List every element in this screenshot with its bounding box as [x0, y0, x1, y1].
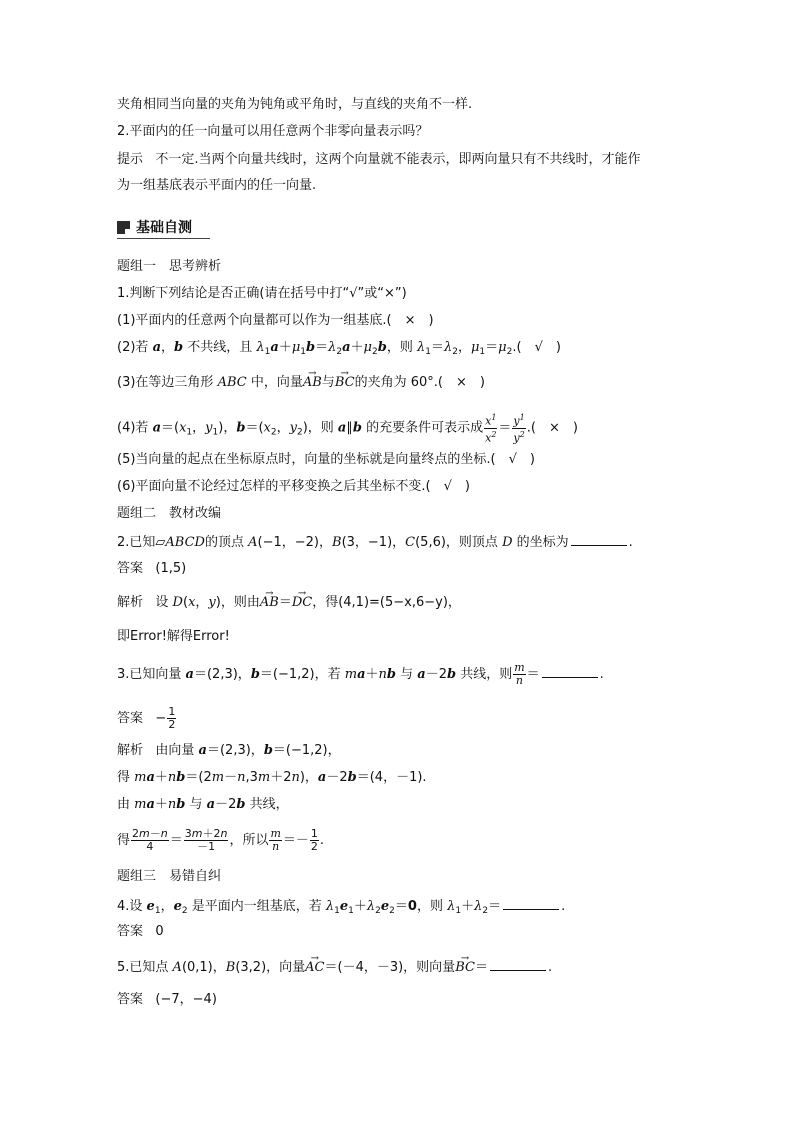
answer-blank — [542, 665, 598, 678]
q3-answer: 答案 − $\frac{1}{2}$ — [117, 705, 176, 731]
answer-value: (1,5) — [155, 561, 187, 576]
question-2-heading: 2.平面内的任一向量可以用任意两个非零向量表示吗？ — [117, 124, 429, 139]
answer-blank — [571, 533, 627, 546]
q1-item-2-mark: ( √ ) — [516, 340, 561, 355]
section-header — [117, 216, 192, 238]
answer-label: 答案 — [117, 924, 144, 939]
q3-stem: 3.已知向量 a＝(2,3)，b＝(−1,2)，若 ma＋nb 与 a－2b 共线，则 $\frac{m}{n}$ ＝ . — [117, 661, 604, 687]
q5-stem: 5.已知点 A(0,1)，B(3,2)，向量→ AC＝(－4，－3)，则向量→ BC＝ . — [117, 958, 552, 977]
q2-stem: 2.已知▱ABCD的顶点 A(−1，−2)，B(3，−1)，C(5,6)，则顶点 D 的坐标为 . — [117, 535, 633, 550]
hint-line-1 — [117, 151, 641, 169]
q1-item-4-mark: ( × ) — [530, 420, 578, 436]
section-title: 基础自测 — [136, 220, 192, 236]
analysis-label: 解析 — [117, 743, 144, 758]
q2-analysis: 解析 设 D(x，y)，则由→ AB＝→ DC，得(4,1)=(5−x,6−y)， — [117, 594, 461, 612]
answer-label: 答案 — [117, 561, 144, 576]
answer-label: 答案 — [117, 992, 144, 1007]
q2-error-line: 即Error!解得Error! — [117, 629, 230, 644]
q1-item-3-mark: ( × ) — [437, 375, 485, 390]
group-3-title: 题组三 易错自纠 — [117, 869, 222, 884]
answer-blank — [503, 897, 559, 910]
q1-stem: 1.判断下列结论是否正确(请在括号中打“√”或“×”) — [117, 286, 407, 301]
q1-item-5: (5)当向量的起点在坐标原点时，向量的坐标就是向量终点的坐标.( √ ) — [117, 452, 535, 467]
q4-stem: 4.设 $e_1$，$e_2$ 是平面内一组基底，若 $\lambda_1e_1+\lambda_2e_2=0$，则 $\lambda_1+\lambda_2=$ . — [117, 899, 566, 916]
q3-analysis-4: 得 $\frac{2m-n}{4}$ ＝ $\frac{3m+2n}{-1}$ ，所以 $\frac{m}{n}$ ＝－ $\frac{1}{2}$ . — [117, 827, 325, 853]
answer-label: 答案 — [117, 711, 144, 726]
group-1-title: 题组一 思考辨析 — [117, 259, 222, 274]
q1-item-6: (6)平面向量不论经过怎样的平移变换之后其坐标不变.( √ ) — [117, 479, 470, 494]
q1-item-2: (2)若 a，b 不共线，且 $\lambda_1a+\mu_1b=\lambda_2a+\mu_2b$，则 $\lambda_1=\lambda_2$，$\mu_1=\mu_2$.( √ ) — [117, 340, 561, 357]
q2-answer — [117, 560, 186, 578]
q1-item-4: (4)若 $a=(x_1$，$y_1$)，$b=(x_2$，$y_2$)，则 a∥b 的充要条件可表示成 $\frac{x^1}{x^2}$ ＝ $\frac{y^1}{y^2}$ .( × ) — [117, 413, 578, 445]
group-2-title: 题组二 教材改编 — [117, 506, 222, 521]
answer-blank — [490, 958, 546, 971]
hint-text: 不一定.当两个向量共线时，这两个向量就不能表示，即两向量只有不共线时，才能作 — [155, 152, 641, 167]
answer-value: 0 — [155, 924, 164, 939]
square-icon — [117, 221, 130, 234]
q1-item-3: (3)在等边三角形 ABC 中，向量→ AB与→ BC的夹角为 60°.( × ) — [117, 374, 485, 392]
q1-item-1: (1)平面内的任意两个向量都可以作为一组基底.( × ) — [117, 313, 434, 328]
q5-answer — [117, 991, 217, 1009]
hint-line-2: 为一组基底表示平面内的任一向量. — [117, 178, 317, 193]
intro-line: 夹角相同当向量的夹角为钝角或平角时，与直线的夹角不一样. — [117, 97, 473, 112]
q4-answer — [117, 923, 164, 941]
q3-analysis-2: 得 ma＋nb＝(2m－n,3m＋2n)，a－2b＝(4，－1). — [117, 770, 427, 785]
q3-analysis-1: 解析 由向量 a＝(2,3)，b＝(−1,2)， — [117, 743, 341, 758]
answer-value: (−7，−4) — [155, 992, 217, 1007]
q3-analysis-3: 由 ma＋nb 与 a－2b 共线， — [117, 797, 289, 812]
section-underline — [117, 238, 210, 239]
analysis-label: 解析 — [117, 595, 144, 610]
hint-label: 提示 — [117, 152, 144, 167]
